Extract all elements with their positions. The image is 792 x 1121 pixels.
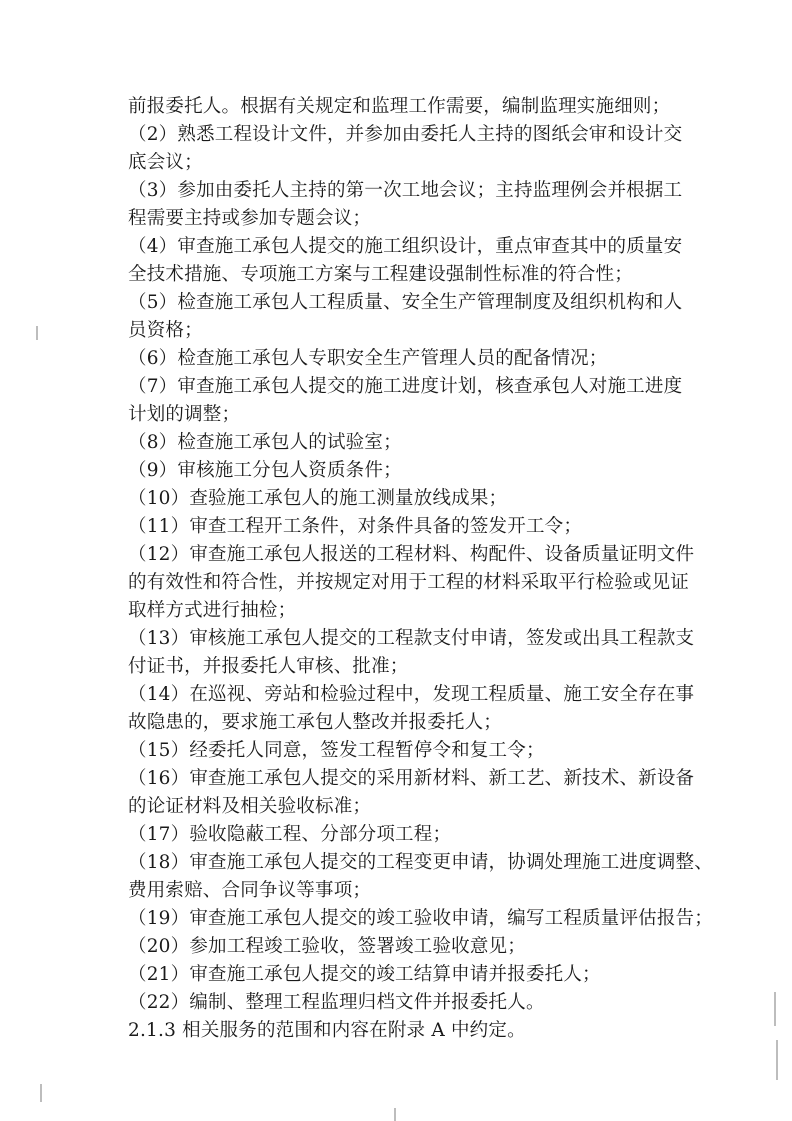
scan-mark [776,1040,778,1080]
text-line: （3）参加由委托人主持的第一次工地会议；主持监理例会并根据工 [128,180,683,201]
text-line: （7）审查施工承包人提交的施工进度计划，核查承包人对施工进度 [128,376,683,397]
text-line: （13）审核施工承包人提交的工程款支付申请，签发或出具工程款支 [128,628,695,649]
text-line: 底会议； [128,152,203,173]
text-line: 费用索赔、合同争议等事项； [128,880,372,901]
text-line: （5）检查施工承包人工程质量、安全生产管理制度及组织机构和人 [128,292,683,313]
section-heading: 2.1.3 相关服务的范围和内容在附录 A 中约定。 [128,1020,526,1041]
text-line: （15）经委托人同意，签发工程暂停令和复工令； [128,740,545,761]
text-line: （20）参加工程竣工验收，签署竣工验收意见； [128,936,526,957]
text-line: 取样方式进行抽检； [128,600,297,621]
text-line: （16）审查施工承包人提交的采用新材料、新工艺、新技术、新设备 [128,768,695,789]
text-line: （4）审查施工承包人提交的施工组织设计，重点审查其中的质量安 [128,236,683,257]
text-line: （2）熟悉工程设计文件，并参加由委托人主持的图纸会审和设计交 [128,124,683,145]
text-line: 全技术措施、专项施工方案与工程建设强制性标准的符合性； [128,264,633,285]
text-line: （12）审查施工承包人报送的工程材料、构配件、设备质量证明文件 [128,544,695,565]
scan-mark [40,1084,42,1102]
text-line: 前报委托人。根据有关规定和监理工作需要，编制监理实施细则； [128,96,671,117]
text-line: （17）验收隐蔽工程、分部分项工程； [128,824,452,845]
text-line: 员资格； [128,320,203,341]
text-line: （10）查验施工承包人的施工测量放线成果； [128,488,508,509]
scan-mark [774,992,776,1026]
text-line: （21）审查施工承包人提交的竣工结算申请并报委托人； [128,964,601,985]
text-line: （8）检查施工承包人的试验室； [128,432,402,453]
text-line: （22）编制、整理工程监理归档文件并报委托人。 [128,992,545,1013]
text-line: （11）审查工程开工条件，对条件具备的签发开工令； [128,516,583,537]
text-line: （6）检查施工承包人专职安全生产管理人员的配备情况； [128,348,608,369]
text-line: 付证书，并报委托人审核、批准； [128,656,409,677]
text-line: （18）审查施工承包人提交的工程变更申请，协调处理施工进度调整、 [128,852,713,873]
text-line: 故隐患的，要求施工承包人整改并报委托人； [128,712,503,733]
scan-mark [36,326,38,340]
text-line: 计划的调整； [128,404,241,425]
text-line: （14）在巡视、旁站和检验过程中，发现工程质量、施工安全存在事 [128,684,695,705]
text-line: 的论证材料及相关验收标准； [128,796,372,817]
scan-mark [394,1108,396,1121]
text-line: 程需要主持或参加专题会议； [128,208,372,229]
text-line: 的有效性和符合性，并按规定对用于工程的材料采取平行检验或见证 [128,572,690,593]
text-line: （19）审查施工承包人提交的竣工验收申请，编写工程质量评估报告； [128,908,713,929]
text-line: （9）审核施工分包人资质条件； [128,460,402,481]
